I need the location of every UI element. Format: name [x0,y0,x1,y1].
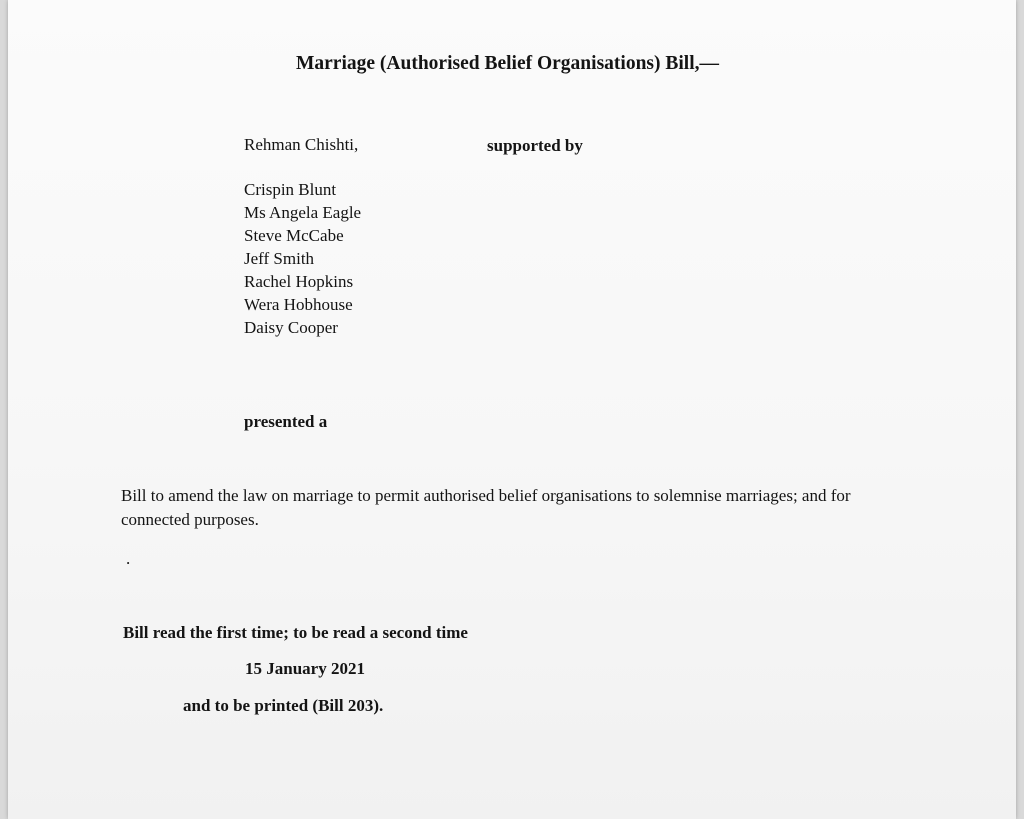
supporter-name: Crispin Blunt [244,180,337,199]
presented-label: presented a [244,412,328,431]
supporter-name: Steve McCabe [244,226,344,245]
bill-description: Bill to amend the law on marriage to permit authorised belief organisations to solemnise marriages; and for connected purposes. [121,486,851,529]
supporters-list [244,178,361,339]
supported-by-label: supported by [487,136,583,155]
presenter-name: Rehman Chishti, [244,135,359,154]
reading-line: Bill read the first time; to be read a second time [123,623,468,642]
supporter-name: Jeff Smith [244,249,315,268]
document-page [8,0,1016,819]
supporter-name: Wera Hobhouse [244,295,353,314]
bill-title: Marriage (Authorised Belief Organisations) Bill,— [296,53,720,74]
printed-line: and to be printed (Bill 203). [183,696,384,715]
supporter-name: Daisy Cooper [244,318,338,337]
reading-date: 15 January 2021 [245,659,365,678]
supporter-name: Rachel Hopkins [244,272,354,291]
stray-mark: . [126,549,131,568]
supporter-name: Ms Angela Eagle [244,203,362,222]
